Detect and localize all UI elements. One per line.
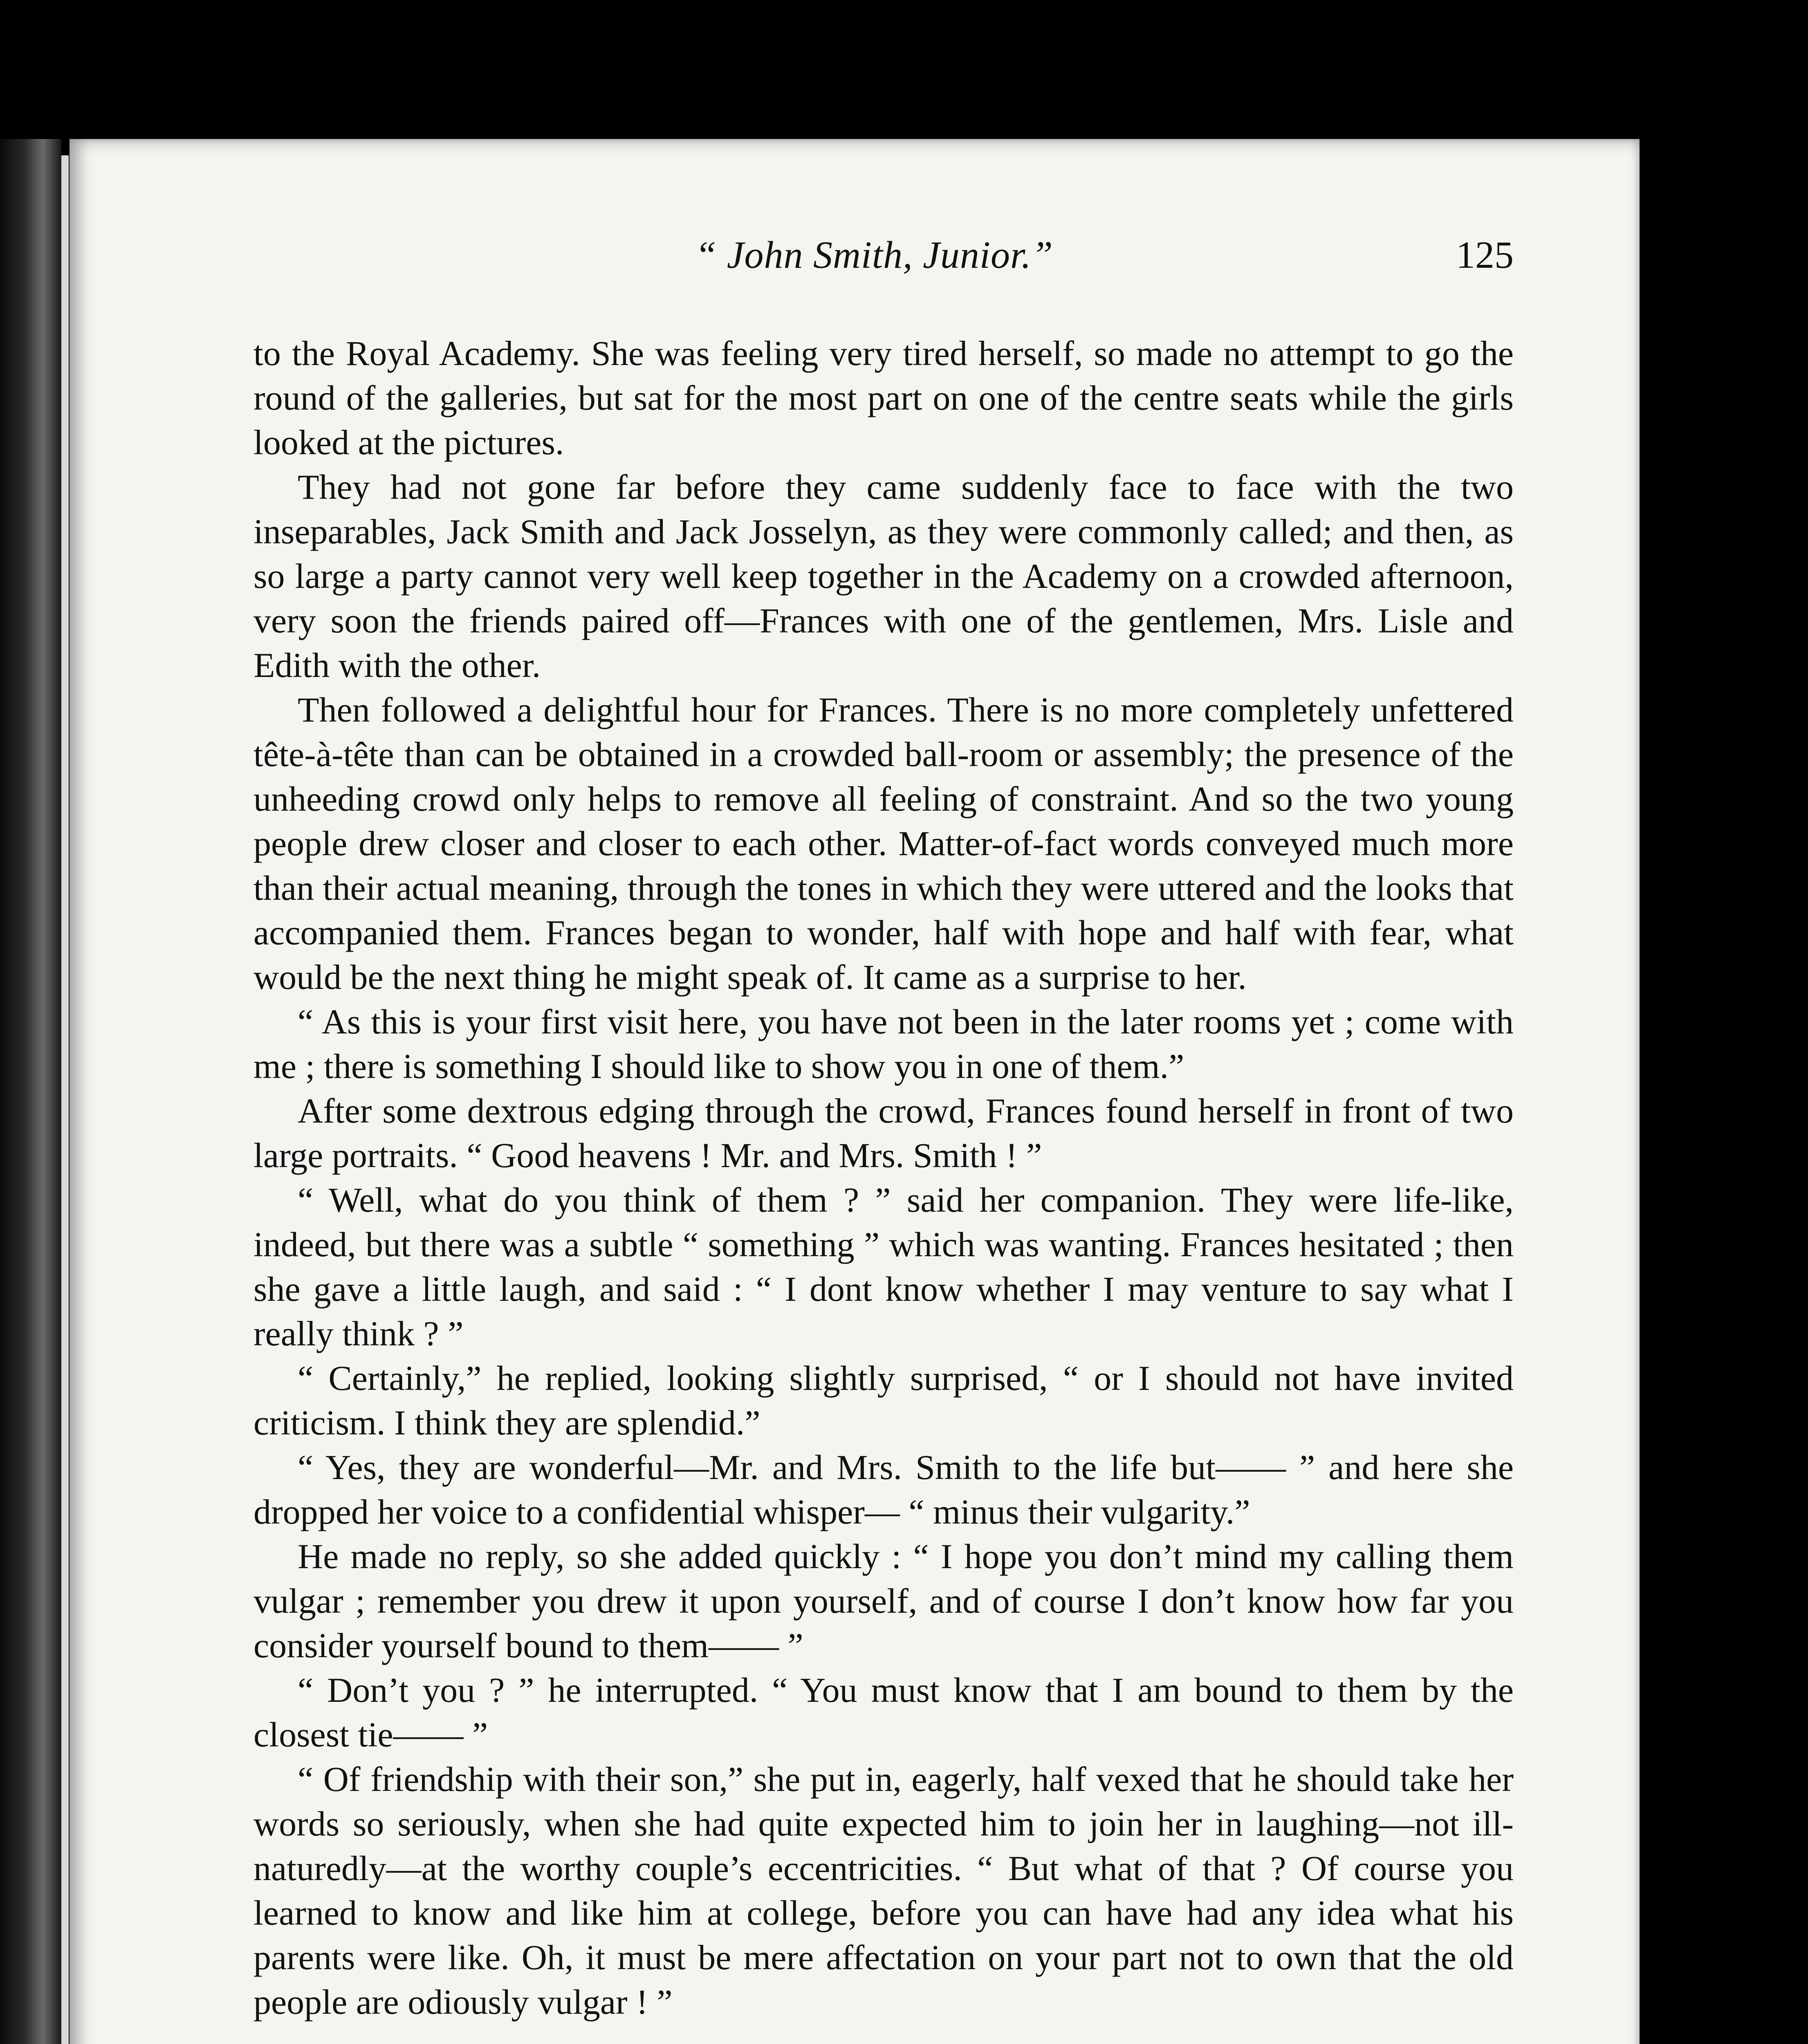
running-title: “ John Smith, Junior.” xyxy=(695,234,1053,276)
previous-page-edge xyxy=(61,155,69,2044)
running-head xyxy=(253,233,1514,294)
page-number: 125 xyxy=(1456,234,1514,276)
paragraph: “ Yes, they are wonderful—Mr. and Mrs. Smith to the life but—— ” and here she dropped her voice to a confidential whisper— “ minus their vulgarity.” xyxy=(253,1448,1514,1531)
paragraph: “ Of friendship with their son,” she put in, eagerly, half vexed that he should take her words so seriously, when she had quite expected him to join her in laughing—not ill-naturedly—at the worthy couple’s eccentricities. “ But what of that ? Of course you learned to know and like him at college, before you can have had any idea what his parents were like. Oh, it must be mere affectation on your part not to own that the old people are odiously vulgar ! ” xyxy=(253,1759,1514,2022)
paragraph: “ As this is your first visit here, you have not been in the later rooms yet ; come with me ; there is something I should like to show you in one of them.” xyxy=(253,1002,1514,1086)
paragraph: “ Certainly,” he replied, looking slightly surprised, “ or I should not have invited criticism. I think they are splendid.” xyxy=(253,1358,1514,1442)
paragraph: After some dextrous edging through the crowd, Frances found herself in front of two large portraits. “ Good heavens ! Mr. and Mrs. Smith ! ” xyxy=(253,1091,1514,1175)
paragraph: He made no reply, so she added quickly : “ I hope you don’t mind my calling them vulgar ; remember you drew it upon yourself, and of course I don’t know how far you consider yourself bound to them—— ” xyxy=(253,1537,1514,1665)
paragraph: “ Well, what do you think of them ? ” said her companion. They were life-like, indeed, but there was a subtle “ something ” which was wanting. Frances hesitated ; then she gave a little laugh, and said : “ I dont know whether I may venture to say what I really think ? ” xyxy=(253,1180,1514,1353)
paragraph: to the Royal Academy. She was feeling very tired herself, so made no attempt to go the round of the galleries, but sat for the most part on one of the centre seats while the girls looked at the pictures. xyxy=(253,334,1514,462)
paragraph: Then followed a delightful hour for Frances. There is no more completely unfettered tête-à-tête than can be obtained in a crowded ball-room or assembly; the presence of the unheeding crowd only helps to remove all feeling of constraint. And so the two young people drew closer and closer to each other. Matter-of-fact words conveyed much more than their actual meaning, through the tones in which they were uttered and the looks that accompanied them. Frances began to wonder, half with hope and half with fear, what would be the next thing he might speak of. It came as a surprise to her. xyxy=(253,690,1514,997)
book-page xyxy=(70,139,1640,2044)
body-text xyxy=(253,331,1514,2024)
paragraph: “ Don’t you ? ” he interrupted. “ You must know that I am bound to them by the closest tie—— ” xyxy=(253,1670,1514,1754)
book-spine-shadow xyxy=(0,139,61,2044)
paragraph: They had not gone far before they came suddenly face to face with the two inseparables, Jack Smith and Jack Josselyn, as they were commonly called; and then, as so large a party cannot very well keep together in the Academy on a crowded afternoon, very soon the friends paired off—Frances with one of the gentlemen, Mrs. Lisle and Edith with the other. xyxy=(253,467,1514,685)
